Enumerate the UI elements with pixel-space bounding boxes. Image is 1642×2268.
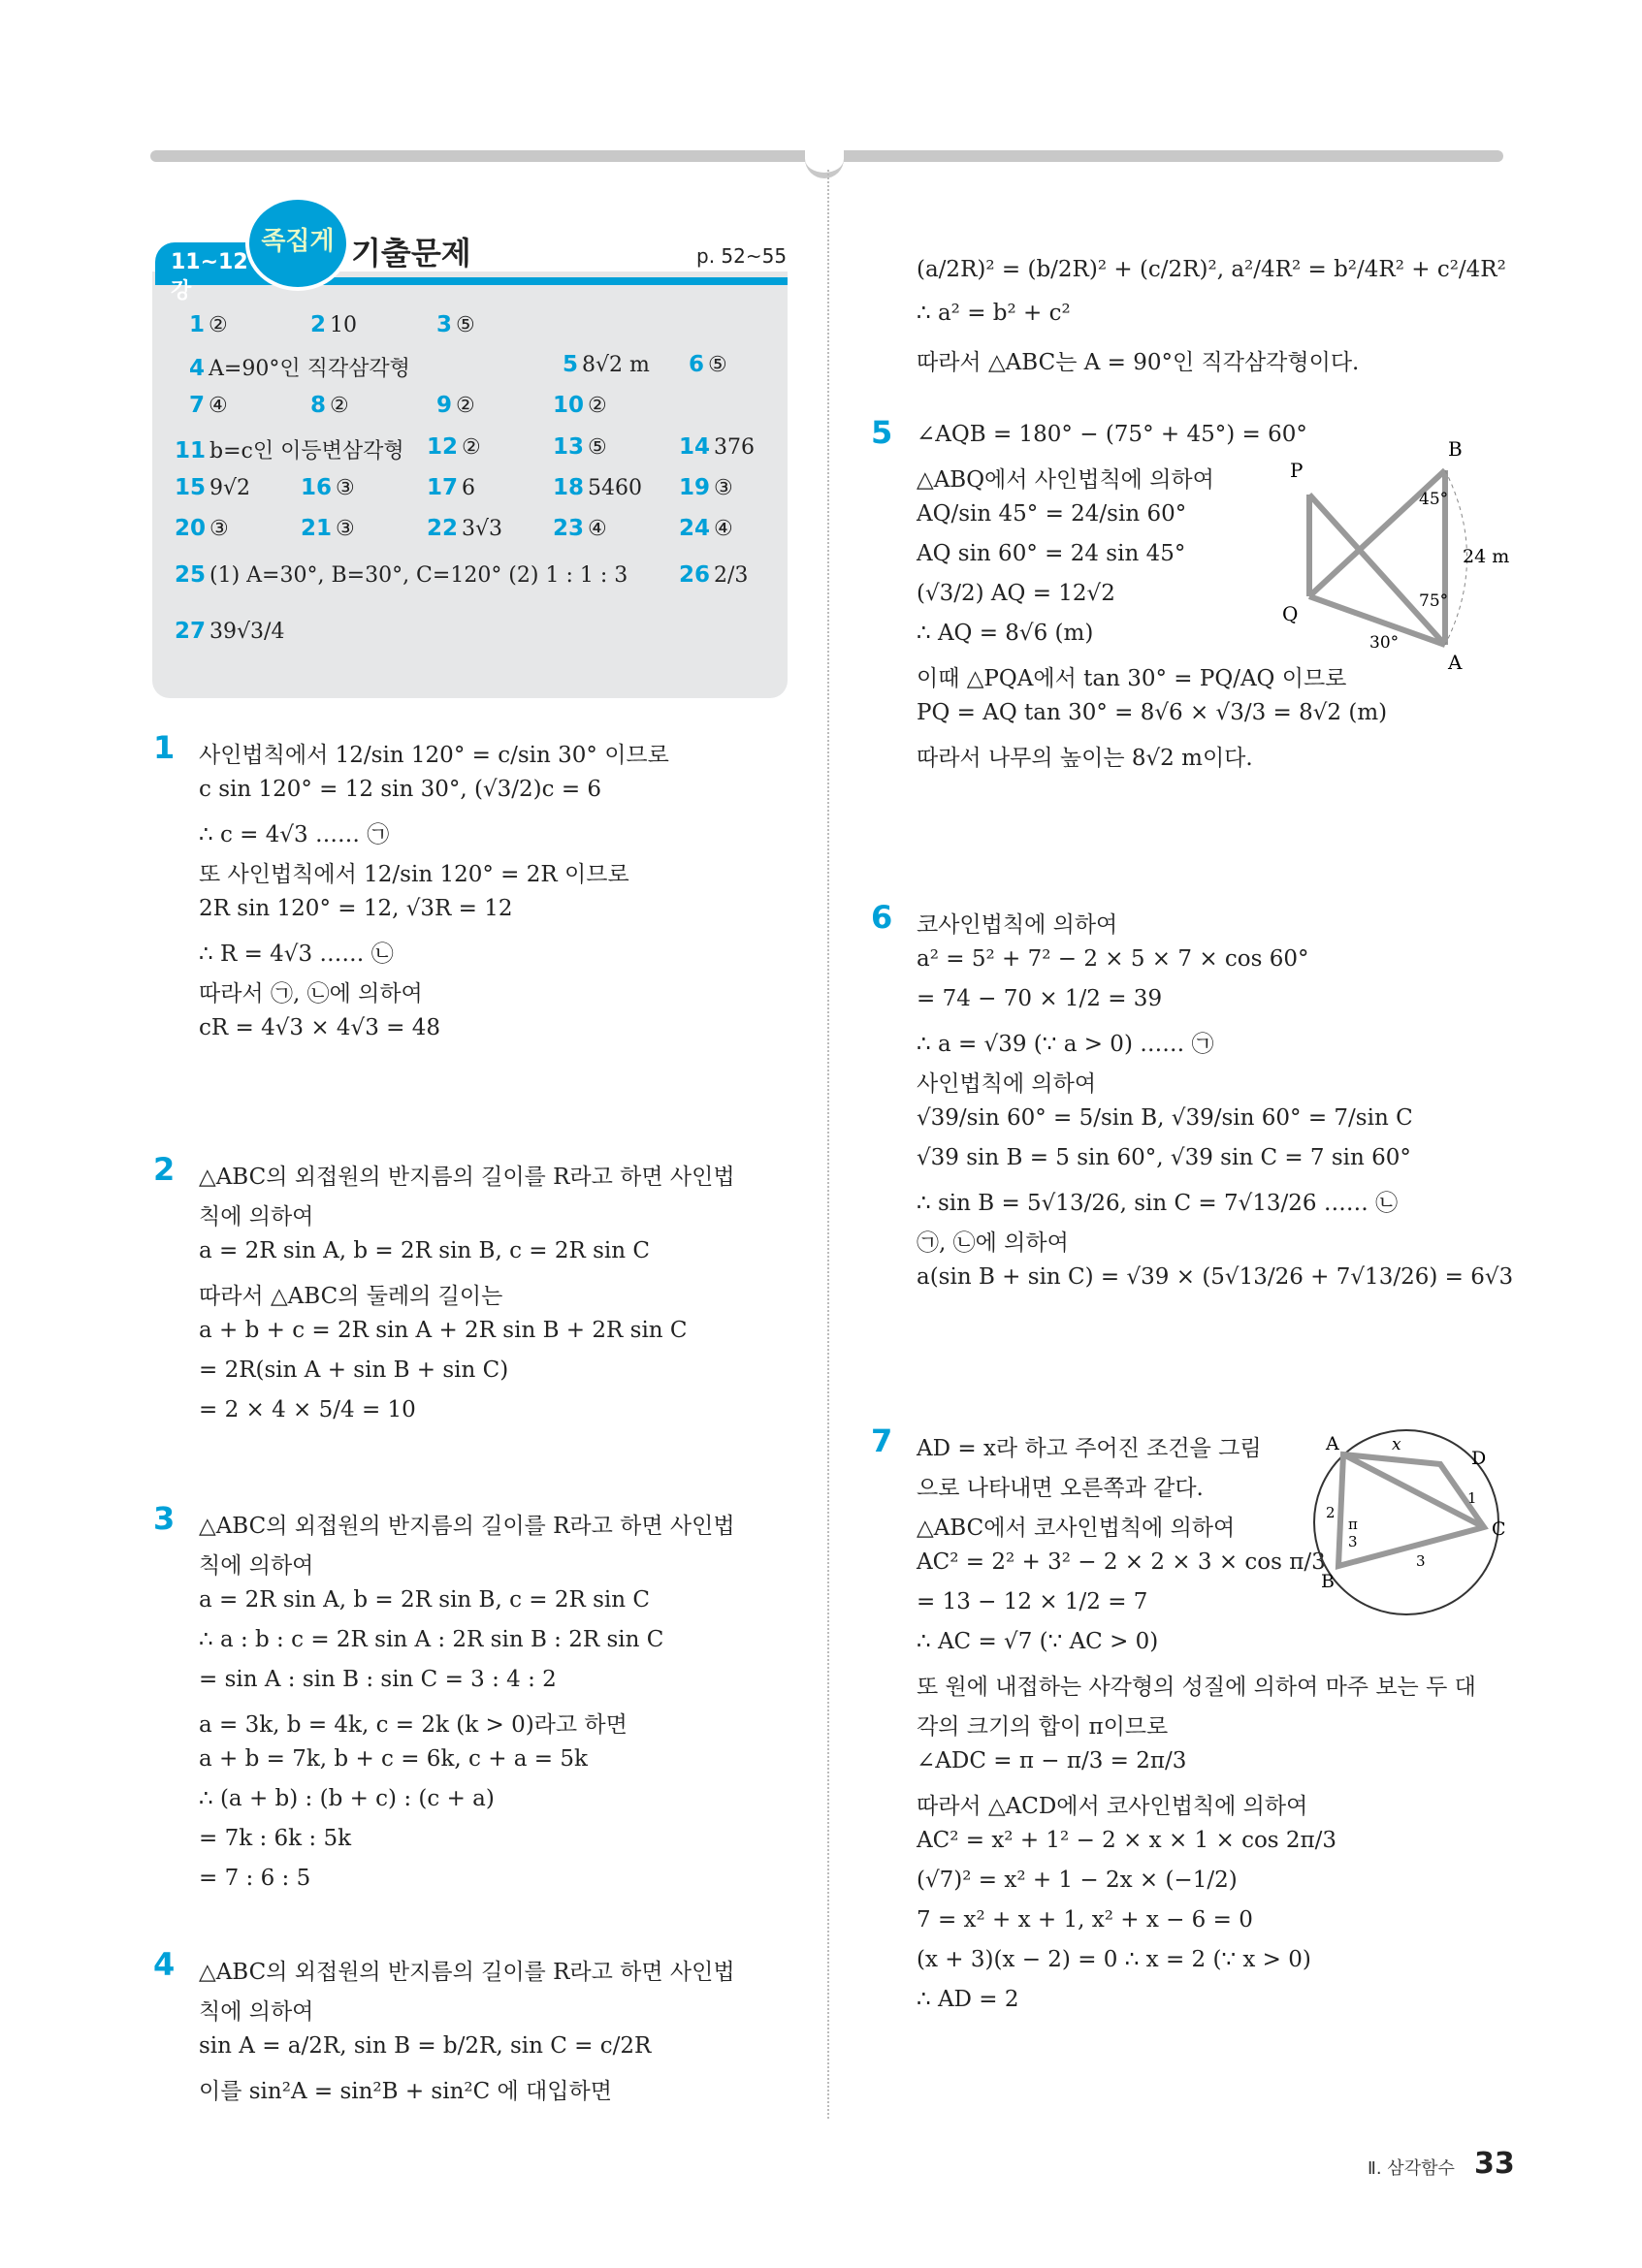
solution-line: 각의 크기의 합이 π이므로: [917, 1714, 1169, 1740]
answer-item: [301, 516, 355, 541]
footer-section: Ⅱ. 삼각함수: [1368, 2158, 1455, 2179]
angle-45: 45°: [1419, 490, 1449, 509]
answer-item: [189, 393, 228, 418]
answer-number: 5: [563, 352, 579, 377]
answer-number: 24: [679, 516, 711, 541]
solution-line: (√7)² = x² + 1 − 2x × (−1/2): [917, 1868, 1238, 1893]
answer-number: 6: [689, 352, 705, 377]
solution-line: 칙에 의하여: [199, 1204, 314, 1230]
answer-number: 16: [301, 475, 333, 500]
answer-number: 3: [436, 312, 453, 337]
label-1: 1: [1467, 1489, 1477, 1507]
solution-line: AQ sin 60° = 24 sin 45°: [917, 541, 1186, 566]
answer-number: 22: [427, 516, 459, 541]
solution-line: AC² = 2² + 3² − 2 × 2 × 3 × cos π/3: [917, 1549, 1326, 1575]
solution-line: (√3/2) AQ = 12√2: [917, 581, 1115, 606]
answer-number: 17: [427, 475, 459, 500]
answer-number: 26: [679, 562, 711, 588]
page-reference: p. 52~55: [696, 244, 788, 268]
answer-number: 11: [175, 438, 207, 463]
solution-line: 또 사인법칙에서 12/sin 120° = 2R 이므로: [199, 862, 629, 887]
answer-item: [436, 312, 475, 337]
solution-line: △ABC의 외접원의 반지름의 길이를 R라고 하면 사인법: [199, 1165, 735, 1190]
figure-problem-7: [1304, 1421, 1518, 1624]
solution-line: a + b + c = 2R sin A + 2R sin B + 2R sin C: [199, 1318, 688, 1343]
answer-value: 9√2: [209, 476, 251, 500]
answer-value: 376: [714, 435, 756, 460]
solution-line: ∴ a : b : c = 2R sin A : 2R sin B : 2R sin C: [199, 1627, 664, 1652]
diagonal-AC: [1343, 1454, 1484, 1527]
answer-value: 10: [330, 313, 358, 337]
answer-value: ④: [588, 517, 607, 541]
answer-value: ③: [714, 476, 733, 500]
answer-number: 25: [175, 562, 207, 588]
solution-line: 7 = x² + x + 1, x² + x − 6 = 0: [917, 1907, 1253, 1933]
answer-item: [689, 352, 727, 377]
answer-value: ②: [462, 435, 481, 460]
label-2: 2: [1326, 1504, 1336, 1521]
solution-line: △ABC의 외접원의 반지름의 길이를 R라고 하면 사인법: [199, 1514, 735, 1539]
solution-line: ∴ R = 4√3 …… ㉡: [199, 942, 394, 967]
answer-item: [310, 312, 357, 337]
section-title: 기출문제: [351, 235, 471, 272]
answer-item: [679, 562, 748, 588]
solution-line: AD = x라 하고 주어진 조건을 그림: [917, 1436, 1262, 1461]
solution-line: sin A = a/2R, sin B = b/2R, sin C = c/2R: [199, 2033, 652, 2059]
answer-item: [679, 434, 755, 460]
solution-line: = 74 − 70 × 1/2 = 39: [917, 986, 1163, 1011]
solution-line: 또 원에 내접하는 사각형의 성질에 의하여 마주 보는 두 대: [917, 1675, 1476, 1700]
solution-line: 칙에 의하여: [199, 1999, 314, 2025]
solution-line: △ABQ에서 사인법칙에 의하여: [917, 467, 1214, 493]
page-number: 33: [1474, 2147, 1515, 2181]
label-B: B: [1321, 1571, 1335, 1592]
figure-problem-5: [1280, 427, 1510, 679]
label-Q: Q: [1282, 602, 1299, 625]
solution-line: 2R sin 120° = 12, √3R = 12: [199, 896, 513, 921]
solution-line: 따라서 △ABC의 둘레의 길이는: [199, 1284, 503, 1309]
solution-line: 이를 sin²A = sin²B + sin²C 에 대입하면: [199, 2079, 612, 2104]
solution-line: 따라서 △ABC는 A = 90°인 직각삼각형이다.: [917, 350, 1360, 375]
answer-value: 5460: [588, 476, 643, 500]
answer-number: 1: [189, 312, 206, 337]
solution-line: △ABC의 외접원의 반지름의 길이를 R라고 하면 사인법: [199, 1960, 735, 1985]
solution-line: 따라서 ㉠, ㉡에 의하여: [199, 981, 423, 1006]
solution-line: ∴ a = √39 (∵ a > 0) …… ㉠: [917, 1032, 1214, 1057]
solution-line: 코사인법칙에 의하여: [917, 912, 1118, 938]
jokjipge-label: 족집게: [261, 227, 335, 256]
answer-number: 4: [189, 356, 206, 381]
answer-item: [553, 393, 607, 418]
solution-line: ㉠, ㉡에 의하여: [917, 1230, 1069, 1256]
answer-item: [175, 475, 250, 500]
answer-number: 9: [436, 393, 453, 418]
solution-line: (a/2R)² = (b/2R)² + (c/2R)², a²/4R² = b²/4R² + c²/4R²: [917, 257, 1506, 282]
quadrilateral-ABCD: [1338, 1454, 1484, 1566]
answer-value: ⑤: [708, 353, 727, 377]
problem-number: 3: [153, 1500, 176, 1537]
solution-line: 사인법칙에서 12/sin 120° = c/sin 30° 이므로: [199, 743, 669, 768]
answer-value: ⑤: [588, 435, 607, 460]
label-C: C: [1492, 1518, 1506, 1540]
solution-line: √39/sin 60° = 5/sin B, √39/sin 60° = 7/sin C: [917, 1105, 1413, 1131]
solution-line: 따라서 나무의 높이는 8√2 m이다.: [917, 746, 1253, 771]
problem-number: 7: [871, 1422, 893, 1459]
answer-number: 2: [310, 312, 327, 337]
solution-line: a = 2R sin A, b = 2R sin B, c = 2R sin C: [199, 1587, 650, 1613]
solution-line: ∠ADC = π − π/3 = 2π/3: [917, 1748, 1187, 1773]
label-D: D: [1471, 1448, 1487, 1469]
answer-item: [427, 434, 481, 460]
solution-line: a + b = 7k, b + c = 6k, c + a = 5k: [199, 1746, 588, 1772]
solution-line: a = 2R sin A, b = 2R sin B, c = 2R sin C: [199, 1238, 650, 1263]
solution-line: c sin 120° = 12 sin 30°, (√3/2)c = 6: [199, 777, 602, 802]
problem-number: 1: [153, 729, 176, 766]
answer-value: 2/3: [714, 563, 749, 588]
answer-number: 14: [679, 434, 711, 460]
answer-value: A=90°인 직각삼각형: [209, 357, 410, 381]
angle-30: 30°: [1369, 633, 1400, 653]
solution-line: ∴ c = 4√3 …… ㉠: [199, 822, 390, 847]
answer-item: [301, 475, 355, 500]
answer-item: [436, 393, 475, 418]
solution-line: ∴ AQ = 8√6 (m): [917, 621, 1094, 646]
answer-number: 8: [310, 393, 327, 418]
answer-value: 8√2 m: [582, 353, 650, 377]
solution-line: √39 sin B = 5 sin 60°, √39 sin C = 7 sin 60°: [917, 1145, 1411, 1170]
answer-value: b=c인 이등변삼각형: [209, 439, 404, 463]
solution-line: a² = 5² + 7² − 2 × 5 × 7 × cos 60°: [917, 946, 1309, 972]
answer-item: [175, 434, 404, 464]
label-pi: π: [1348, 1516, 1358, 1533]
answer-item: [189, 352, 410, 382]
answer-number: 23: [553, 516, 585, 541]
answer-number: 13: [553, 434, 585, 460]
jokjipge-badge: [245, 196, 350, 291]
solution-line: ∠AQB = 180° − (75° + 45°) = 60°: [917, 422, 1307, 447]
answer-value: 6: [462, 476, 476, 500]
answer-item: [553, 434, 607, 460]
problem-number: 2: [153, 1151, 176, 1188]
answer-value: ③: [209, 517, 229, 541]
solution-line: ∴ a² = b² + c²: [917, 301, 1071, 326]
problem-number: 5: [871, 414, 893, 451]
answer-item: [175, 619, 284, 644]
answer-value: 39√3/4: [209, 620, 285, 644]
label-A: A: [1448, 651, 1463, 674]
solution-line: a(sin B + sin C) = √39 × (5√13/26 + 7√13/26) = 6√3: [917, 1264, 1514, 1290]
answer-value: ②: [456, 394, 475, 418]
label-pi-den: 3: [1348, 1533, 1358, 1550]
length-24m: 24 m: [1463, 546, 1510, 567]
problem-number: 6: [871, 899, 893, 936]
answer-item: [679, 475, 733, 500]
label-3: 3: [1416, 1552, 1426, 1570]
solution-line: 따라서 △ACD에서 코사인법칙에 의하여: [917, 1794, 1308, 1819]
answer-number: 27: [175, 619, 207, 644]
label-A: A: [1326, 1433, 1339, 1454]
solution-line: = 7k : 6k : 5k: [199, 1826, 352, 1851]
answer-item: [175, 562, 628, 588]
answer-value: ②: [588, 394, 607, 418]
answer-number: 10: [553, 393, 585, 418]
answer-value: ②: [330, 394, 349, 418]
solution-line: = 2 × 4 × 5/4 = 10: [199, 1397, 416, 1422]
solution-line: △ABC에서 코사인법칙에 의하여: [917, 1516, 1236, 1541]
answer-value: (1) A=30°, B=30°, C=120° (2) 1 : 1 : 3: [209, 563, 628, 588]
solution-line: AC² = x² + 1² − 2 × x × 1 × cos 2π/3: [917, 1828, 1337, 1853]
solution-line: ∴ sin B = 5√13/26, sin C = 7√13/26 …… ㉡: [917, 1191, 1399, 1216]
answer-value: 3√3: [462, 517, 503, 541]
solution-line: (x + 3)(x − 2) = 0 ∴ x = 2 (∵ x > 0): [917, 1947, 1311, 1972]
answer-number: 20: [175, 516, 207, 541]
label-x: x: [1392, 1435, 1401, 1454]
solution-line: a = 3k, b = 4k, c = 2k (k > 0)라고 하면: [199, 1712, 628, 1738]
solution-line: ∴ AD = 2: [917, 1987, 1019, 2012]
angle-75: 75°: [1419, 591, 1449, 611]
solution-line: 칙에 의하여: [199, 1553, 314, 1579]
solution-line: AQ/sin 45° = 24/sin 60°: [917, 501, 1187, 527]
answer-value: ②: [209, 313, 228, 337]
answer-item: [679, 516, 733, 541]
lesson-range: 11~12강: [171, 250, 248, 303]
label-B: B: [1448, 437, 1463, 461]
answer-number: 12: [427, 434, 459, 460]
solution-line: = sin A : sin B : sin C = 3 : 4 : 2: [199, 1667, 557, 1692]
answer-item: [310, 393, 349, 418]
answer-item: [553, 475, 642, 500]
answer-number: 19: [679, 475, 711, 500]
top-bar-notch: [805, 144, 844, 178]
answer-item: [427, 516, 502, 541]
answer-number: 18: [553, 475, 585, 500]
answer-value: ③: [336, 517, 355, 541]
solution-line: 이때 △PQA에서 tan 30° = PQ/AQ 이므로: [917, 666, 1347, 691]
answer-value: ④: [714, 517, 733, 541]
answer-value: ⑤: [456, 313, 475, 337]
answer-value: ③: [336, 476, 355, 500]
solution-line: ∴ (a + b) : (b + c) : (c + a): [199, 1786, 495, 1811]
solution-line: ∴ AC = √7 (∵ AC > 0): [917, 1629, 1159, 1654]
label-P: P: [1290, 459, 1304, 482]
column-divider: [827, 170, 829, 2119]
answer-item: [427, 475, 475, 500]
answer-item: [563, 352, 650, 377]
answer-number: 15: [175, 475, 207, 500]
solution-line: 사인법칙에 의하여: [917, 1071, 1097, 1097]
answer-number: 21: [301, 516, 333, 541]
solution-line: = 7 : 6 : 5: [199, 1866, 311, 1891]
answer-item: [553, 516, 607, 541]
solution-line: 으로 나타내면 오른쪽과 같다.: [917, 1476, 1204, 1501]
problem-number: 4: [153, 1946, 176, 1983]
answer-item: [175, 516, 229, 541]
answer-item: [189, 312, 228, 337]
solution-line: = 13 − 12 × 1/2 = 7: [917, 1589, 1148, 1614]
solution-line: = 2R(sin A + sin B + sin C): [199, 1358, 509, 1383]
answer-number: 7: [189, 393, 206, 418]
solution-line: PQ = AQ tan 30° = 8√6 × √3/3 = 8√2 (m): [917, 700, 1388, 725]
answer-value: ④: [209, 394, 228, 418]
solution-line: cR = 4√3 × 4√3 = 48: [199, 1015, 440, 1040]
